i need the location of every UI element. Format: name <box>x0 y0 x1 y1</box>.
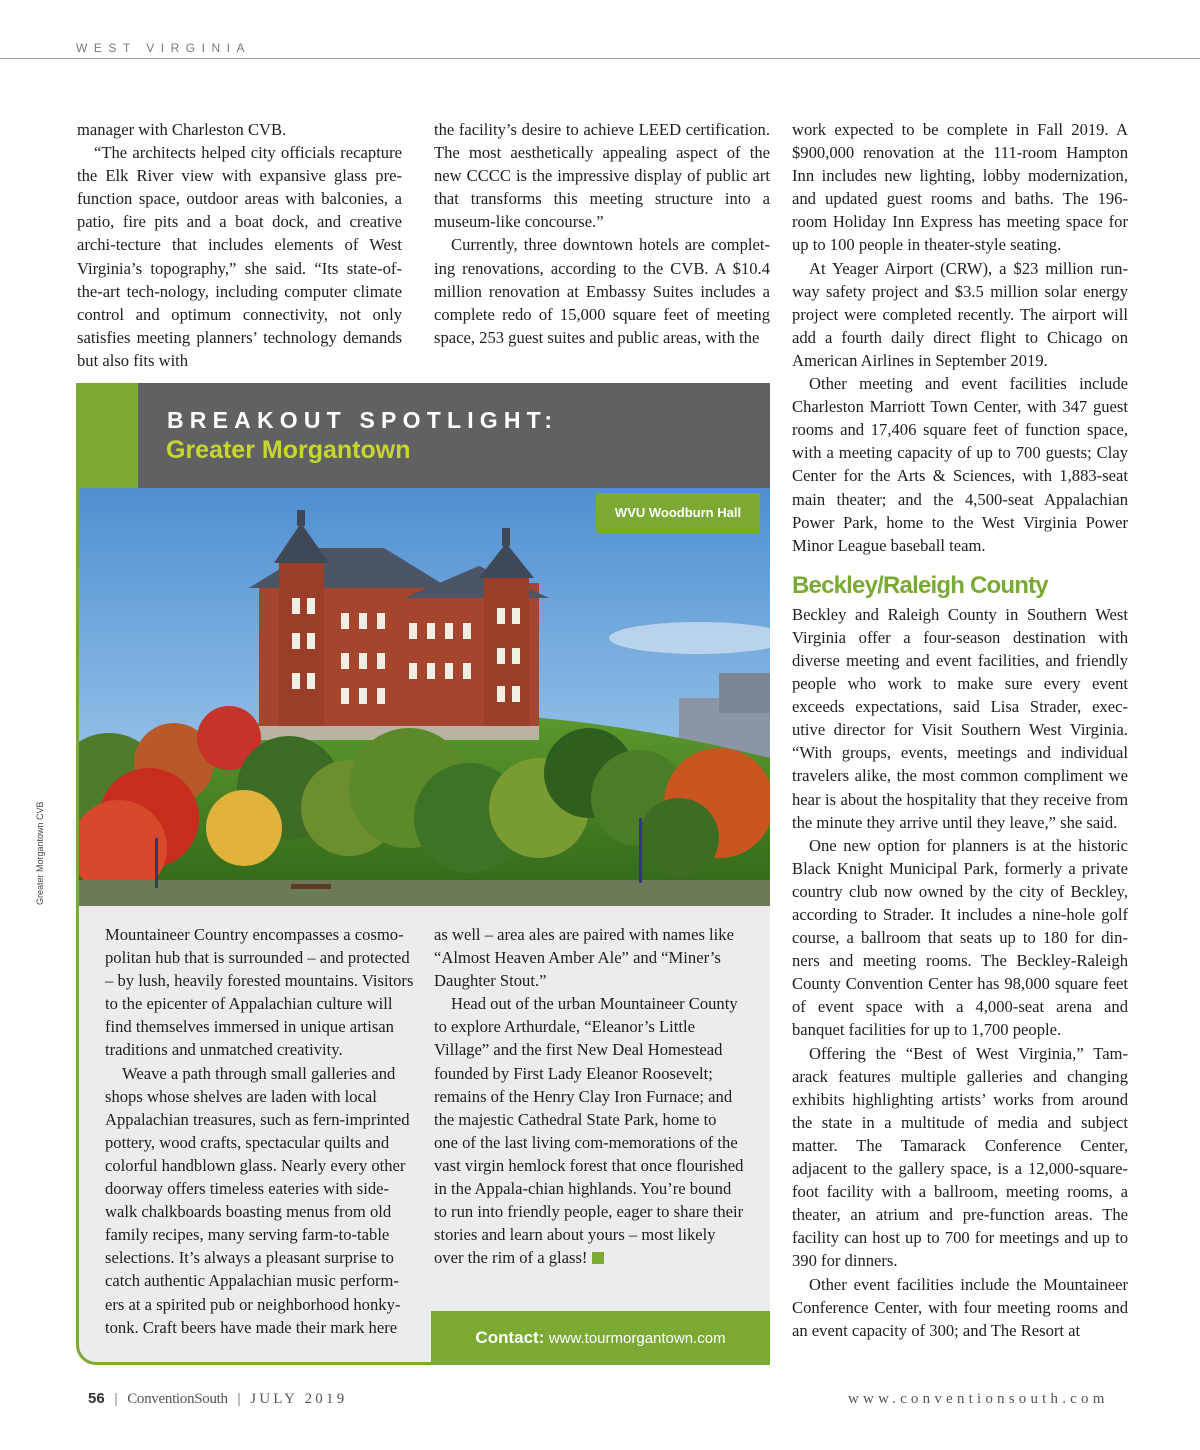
breakout-column-2 <box>434 923 744 1269</box>
footer-separator: | <box>114 1391 118 1407</box>
footer-left <box>88 1390 347 1408</box>
paragraph: work expected to be complete in Fall 2019. A $900,000 renovation at the 111-room Hampton Inn includes new lighting, lobby modernization, and updated guest rooms and baths. The 196-room Holiday Inn Express has meeting space for up to 100 people in theater-style seating. <box>792 120 1128 255</box>
paragraph: manager with Charleston CVB. <box>77 120 287 139</box>
paragraph: Other meeting and event facilities include Charleston Marriott Town Center, with 347 guest rooms and 17,406 square feet of function space, with a meeting capacity of up to 700 guests; Clay Center for the Arts & Sciences, with 1,883-seat main theater; and the 4,500-seat Appalachian Power Park, home to the West Virginia Power Minor League baseball team. <box>792 374 1128 555</box>
paragraph: Currently, three downtown hotels are complet-ing renovations, according to the CVB. A $10.4 million renovation at Embassy Suites includes a complete redo of 15,000 square feet of meeting space, 253 guest suites and public areas, with the <box>434 235 770 347</box>
paragraph: the facility’s desire to achieve LEED certification. The most aesthetically appealing aspect of the new CCCC is the impressive display of public art that transforms this meeting structure into a museum-like concourse.” <box>434 120 770 232</box>
contact-label: Contact: <box>475 1328 545 1347</box>
article-column-3 <box>792 118 1128 1342</box>
contact-bar <box>431 1311 770 1365</box>
photo-credit: Greater Morgantown CVB <box>35 801 45 905</box>
breakout-column-1 <box>105 923 415 1339</box>
paragraph: “The architects helped city officials recapture the Elk River view with expansive glass pre-function space, outdoor areas with balconies, a patio, fire pits and a boat dock, and creative archi-tecture that includes elements of West Virginia’s topography,” she said. “Its state-of-the-art tech-nology, including computer climate control and optimum connectivity, not only satisfies meeting planners’ technology demands but also fits with <box>77 143 402 370</box>
section-subhead: Beckley/Raleigh County <box>792 571 1048 599</box>
header-rule <box>0 58 1200 59</box>
footer-url: www.conventionsouth.com <box>848 1391 1109 1407</box>
paragraph: Mountaineer Country encompasses a cosmo-politan hub that is surrounded – and protected – by lush, heavily forested mountains. Visitors to the epicenter of Appalachian culture will find themselves immersed in unique artisan traditions and unmatched creativity. <box>105 925 414 1060</box>
magazine-name: ConventionSouth <box>127 1391 228 1407</box>
photo-caption-tag: WVU Woodburn Hall <box>596 493 760 533</box>
paragraph <box>434 992 744 1269</box>
breakout-accent-bar <box>76 383 138 488</box>
paragraph: Other event facilities include the Mountaineer Conference Center, with four meeting rooms and an event capacity of 300; and The Resort at <box>792 1274 1128 1340</box>
article-column-1 <box>77 118 402 372</box>
end-mark-icon <box>592 1252 604 1264</box>
running-head: WEST VIRGINIA <box>76 41 251 55</box>
breakout-title: BREAKOUT SPOTLIGHT: <box>167 407 559 433</box>
woodburn-hall-photo <box>79 488 770 906</box>
paragraph: At Yeager Airport (CRW), a $23 million run-way safety project and $3.5 million solar energy project were completed recently. The airport will add a fourth daily direct flight to Chicago on American Airlines in September 2019. <box>792 258 1128 370</box>
article-column-2 <box>434 118 770 349</box>
paragraph: Beckley and Raleigh County in Southern West Virginia offer a four-season destination with diverse meeting and event facilities, and friendly people who work to make sure every event exceeds expectations, said Lisa Strader, exec-utive director for Visit Southern West Virginia. “With groups, events, meetings and individual travelers alike, the most common compliment we hear is about the hospitality that they receive from the minute they arrive until they leave,” she said. <box>792 604 1128 832</box>
page-number: 56 <box>88 1390 105 1407</box>
paragraph: Offering the “Best of West Virginia,” Tam-arack features multiple galleries and changing exhibits highlighting artists’ works from around the state in a multitude of media and subject matter. The Tamarack Conference Center, adjacent to the gallery space, is a 12,000-square-foot facility with a ballroom, meeting rooms, a theater, an atrium and pre-function areas. The facility can host up to 700 for meetings and up to 390 for dinners. <box>792 1043 1128 1271</box>
paragraph: Weave a path through small galleries and shops whose shelves are laden with local Appalachian treasures, such as fern-imprinted pottery, wood crafts, spectacular quilts and colorful handblown glass. Nearly every other doorway offers timeless eateries with side-walk chalkboards boasting menus from old family recipes, many serving farm-to-table selections. It’s always a pleasant surprise to catch authentic Appalachian music perform-ers at a spirited pub or neighborhood honky-tonk. Craft beers have made their mark here <box>105 1063 410 1337</box>
breakout-subtitle: Greater Morgantown <box>166 436 411 464</box>
issue-date: JULY 2019 <box>250 1391 348 1407</box>
contact-url-link[interactable]: www.tourmorgantown.com <box>548 1330 726 1347</box>
paragraph: One new option for planners is at the historic Black Knight Municipal Park, formerly a private country club now owned by the city of Beckley, according to Strader. It includes a nine-hole golf course, a ballroom that seats up to 180 for din-ners and meeting rooms. The Beckley-Raleigh County Convention Center has 98,000 square feet of event space with a 4,000-seat arena and banquet facilities for up to 1,700 people. <box>792 835 1128 1040</box>
paragraph-text: Head out of the urban Mountaineer County to explore Arthurdale, “Eleanor’s Little Village” and the first New Deal Homestead founded by First Lady Eleanor Roosevelt; remains of the Henry Clay Iron Furnace; and the majestic Cathedral State Park, home to one of the last living com-memorations of the vast virgin hemlock forest that once flourished in the Appala-chian highlands. You’re bound to run into friendly people, eager to share their stories and learn about yours – most likely over the rim of a glass! <box>434 994 744 1268</box>
paragraph: as well – area ales are paired with names like “Almost Heaven Amber Ale” and “Miner’s Daughter Stout.” <box>434 925 734 991</box>
footer-separator: | <box>237 1391 241 1407</box>
